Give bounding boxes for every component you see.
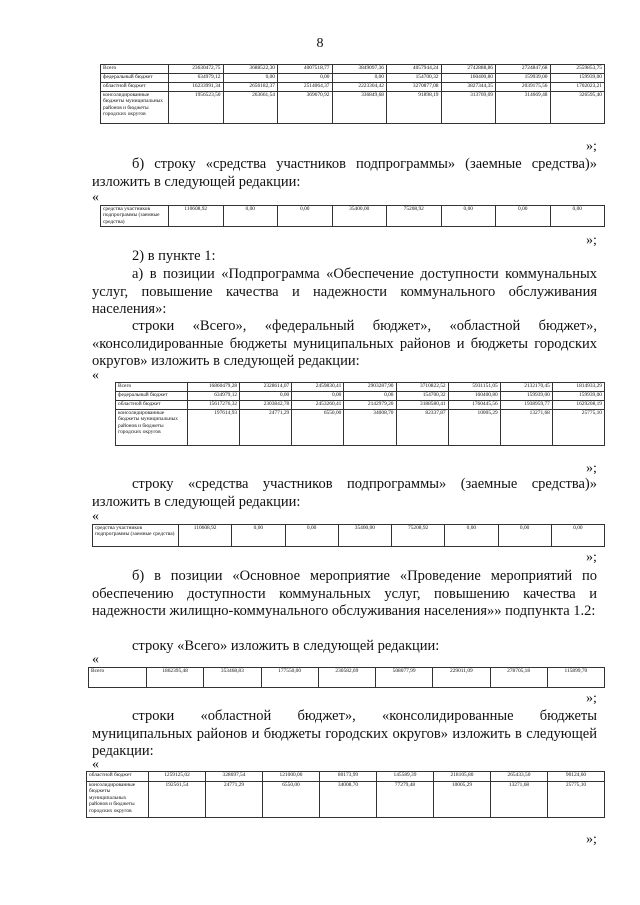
table-cell: 634979,12 [169, 74, 224, 83]
opening-quote: « [92, 509, 99, 524]
table-cell: 1956523,50 [169, 92, 224, 124]
opening-quote: « [92, 757, 99, 772]
table-cell: 2514064,37 [278, 83, 333, 92]
table-cell: 90124,60 [548, 772, 605, 782]
table-cell: 0,00 [498, 525, 551, 547]
table-cell: 159939,00 [550, 74, 605, 83]
opening-quote: « [92, 190, 99, 205]
row-label: федеральный бюджет [101, 74, 169, 83]
row-label: областной бюджет [116, 401, 188, 410]
table-cell: 16233991,34 [169, 83, 224, 92]
table-row [93, 525, 605, 547]
table-cell: 192561,54 [149, 782, 206, 818]
table-cell: 0,00 [344, 392, 396, 401]
table-cell: 1862395,48 [147, 668, 204, 688]
table-cell: 75208,92 [387, 206, 442, 227]
table-cell: 0,00 [445, 525, 498, 547]
table-cell: 2656182,37 [223, 83, 278, 92]
table-cell: 75208,92 [392, 525, 445, 547]
table-budget-subprogram [100, 64, 605, 124]
table-cell: 3827344,35 [441, 83, 496, 92]
table-cell: 2724847,68 [496, 65, 551, 74]
table-cell: 2328614,07 [240, 383, 292, 392]
table-cell: 25775,10 [552, 410, 604, 446]
table-cell: 121000,00 [263, 772, 320, 782]
table-cell: 3188580,41 [396, 401, 448, 410]
table-cell: 82337,87 [396, 410, 448, 446]
paragraph: а) в позиции «Подпрограмма «Обеспечение доступности коммунальных услуг, повышение качества и надежности коммунального обслуживания населения»: [92, 266, 597, 317]
table-cell: 13271,68 [500, 410, 552, 446]
row-label: консолидированные бюджеты муниципальных районов и бюджеты городских округов [101, 92, 169, 124]
table-cell: 6550,00 [263, 782, 320, 818]
table-cell: 154700,32 [396, 392, 448, 401]
table-cell: 197614,93 [188, 410, 240, 446]
table-cell: 1259125,02 [149, 772, 206, 782]
table-borrowed-funds [100, 205, 605, 227]
table-cell: 24771,29 [240, 410, 292, 446]
paragraph: строку «средства участников подпрограммы» (заемные средства)» изложить в следующей редакции: [92, 476, 597, 510]
table-cell: 0,00 [223, 206, 278, 227]
table-cell: 0,00 [278, 74, 333, 83]
table-cell: 278705,18 [490, 668, 547, 688]
row-label: консолидированные бюджеты муниципальных районов и бюджеты городских округов [116, 410, 188, 446]
table-cell: 2142979,20 [344, 401, 396, 410]
row-label: областной бюджет [87, 772, 149, 782]
table-cell: 23630472,75 [169, 65, 224, 74]
table-cell: 1760445,56 [448, 401, 500, 410]
table-row [116, 410, 605, 446]
table-cell: 0,00 [223, 74, 278, 83]
table-cell: 115899,70 [547, 668, 604, 688]
table-cell: 3849097,36 [332, 65, 387, 74]
table-cell: 369670,92 [278, 92, 333, 124]
table-cell: 2559853,75 [550, 65, 605, 74]
table-row [87, 772, 605, 782]
table-cell: 35400,00 [332, 206, 387, 227]
table-cell: 0,00 [551, 525, 604, 547]
table-cell: 5931151,05 [448, 383, 500, 392]
table-cell: 80173,99 [320, 772, 377, 782]
table-cell: 263661,54 [223, 92, 278, 124]
table-budget-subprogram-new [115, 382, 605, 446]
table-row [116, 392, 605, 401]
table-cell: 13271,68 [491, 782, 548, 818]
row-label: Всего [116, 383, 188, 392]
table-cell: 2303842,78 [240, 401, 292, 410]
table-cell: 16860479,28 [188, 383, 240, 392]
table-borrowed-funds-new [92, 524, 605, 547]
table-cell: 0,00 [550, 206, 605, 227]
table-cell: 24771,29 [206, 782, 263, 818]
row-label: средства участников подпрограммы (заемные средства) [93, 525, 179, 547]
table-cell: 2459830,41 [292, 383, 344, 392]
opening-quote: « [92, 368, 99, 383]
table-cell: 154700,32 [387, 74, 442, 83]
table-cell: 634979,12 [188, 392, 240, 401]
table-row [101, 74, 605, 83]
row-label: Всего [89, 668, 147, 688]
closing-quote: »; [586, 461, 597, 476]
page-number: 8 [316, 36, 324, 51]
paragraph: б) в позиции «Основное мероприятие «Проведение мероприятий по обеспечению доступности коммунальных услуг, повышению качества и надежности жилищно-коммунального обслуживания населения»» подпункта 1.2: [92, 568, 597, 619]
table-cell: 1814933,29 [552, 383, 604, 392]
table-cell: 328697,54 [206, 772, 263, 782]
table-cell: 160400,80 [448, 392, 500, 401]
table-cell: 265433,50 [491, 772, 548, 782]
paragraph: строки «областной бюджет», «консолидированные бюджеты муниципальных районов и бюджеты городских округов» изложить в следующей редакции: [92, 708, 597, 759]
closing-quote: »; [586, 550, 597, 565]
table-cell: 0,00 [278, 206, 333, 227]
table-cell: 0,00 [285, 525, 338, 547]
table-cell: 1702023,21 [550, 83, 605, 92]
table-cell: 159939,00 [496, 74, 551, 83]
table-cell: 77279,48 [377, 782, 434, 818]
row-label: средства участников подпрограммы (заемные средства) [101, 206, 169, 227]
table-cell: 15617276,32 [188, 401, 240, 410]
paragraph: строки «Всего», «федеральный бюджет», «областной бюджет», «консолидированные бюджеты муниципальных районов и бюджеты городских округов» изложить в следующей редакции: [92, 318, 597, 369]
table-cell: 0,00 [232, 525, 285, 547]
table-cell: 0,00 [240, 392, 292, 401]
closing-quote: »; [586, 832, 597, 847]
table-cell: 314669,48 [496, 92, 551, 124]
table-cell: 3688522,30 [223, 65, 278, 74]
table-cell: 160400,80 [441, 74, 496, 83]
table-cell: 0,00 [441, 206, 496, 227]
table-cell: 91898,19 [387, 92, 442, 124]
table-cell: 0,00 [496, 206, 551, 227]
table-cell: 10005,29 [448, 410, 500, 446]
table-cell: 326595,40 [550, 92, 605, 124]
closing-quote: »; [586, 233, 597, 248]
paragraph: б) строку «средства участников подпрограммы» (заемные средства)» изложить в следующей редакции: [92, 156, 597, 190]
table-row [101, 83, 605, 92]
table-total-event [88, 667, 605, 688]
table-cell: 508077,99 [376, 668, 433, 688]
row-label: федеральный бюджет [116, 392, 188, 401]
table-cell: 218105,80 [434, 772, 491, 782]
table-cell: 2223304,42 [332, 83, 387, 92]
table-row [101, 92, 605, 124]
table-row [89, 668, 605, 688]
table-row [116, 383, 605, 392]
table-cell: 2453260,41 [292, 401, 344, 410]
table-cell: 3710822,52 [396, 383, 448, 392]
table-cell: 2132170,45 [500, 383, 552, 392]
paragraph: строку «Всего» изложить в следующей редакции: [132, 638, 440, 654]
row-label: Всего [101, 65, 169, 74]
table-cell: 1629208,19 [552, 401, 604, 410]
table-cell: 110608,92 [179, 525, 232, 547]
table-cell: 4007518,77 [278, 65, 333, 74]
table-cell: 229011,09 [433, 668, 490, 688]
table-row [101, 65, 605, 74]
table-cell: 110608,92 [169, 206, 224, 227]
table-cell: 25775,10 [548, 782, 605, 818]
table-cell: 2039175,56 [496, 83, 551, 92]
paragraph: 2) в пункте 1: [132, 248, 216, 264]
table-cell: 10005,29 [434, 782, 491, 818]
closing-quote: »; [586, 691, 597, 706]
table-row [116, 401, 605, 410]
table-cell: 336849,68 [332, 92, 387, 124]
row-label: областной бюджет [101, 83, 169, 92]
table-row [101, 206, 605, 227]
table-cell: 2903287,90 [344, 383, 396, 392]
table-cell: 177550,00 [261, 668, 318, 688]
table-cell: 313769,09 [441, 92, 496, 124]
table-cell: 1938959,77 [500, 401, 552, 410]
table-cell: 2742888,86 [441, 65, 496, 74]
table-cell: 159939,00 [552, 392, 604, 401]
table-cell: 0,00 [292, 392, 344, 401]
table-cell: 4057944,24 [387, 65, 442, 74]
row-label: консолидированные бюджеты муниципальных районов и бюджеты городских округов [87, 782, 149, 818]
table-regional-municipal [86, 771, 605, 818]
table-cell: 0,00 [332, 74, 387, 83]
table-cell: 3270877,08 [387, 83, 442, 92]
table-row [87, 782, 605, 818]
table-cell: 145589,39 [377, 772, 434, 782]
closing-quote: »; [586, 139, 597, 154]
opening-quote: « [92, 652, 99, 667]
table-cell: 35400,00 [338, 525, 391, 547]
table-cell: 34008,70 [320, 782, 377, 818]
table-cell: 34008,70 [344, 410, 396, 446]
table-cell: 230582,69 [318, 668, 375, 688]
table-cell: 159939,00 [500, 392, 552, 401]
table-cell: 6550,00 [292, 410, 344, 446]
table-cell: 353468,83 [204, 668, 261, 688]
